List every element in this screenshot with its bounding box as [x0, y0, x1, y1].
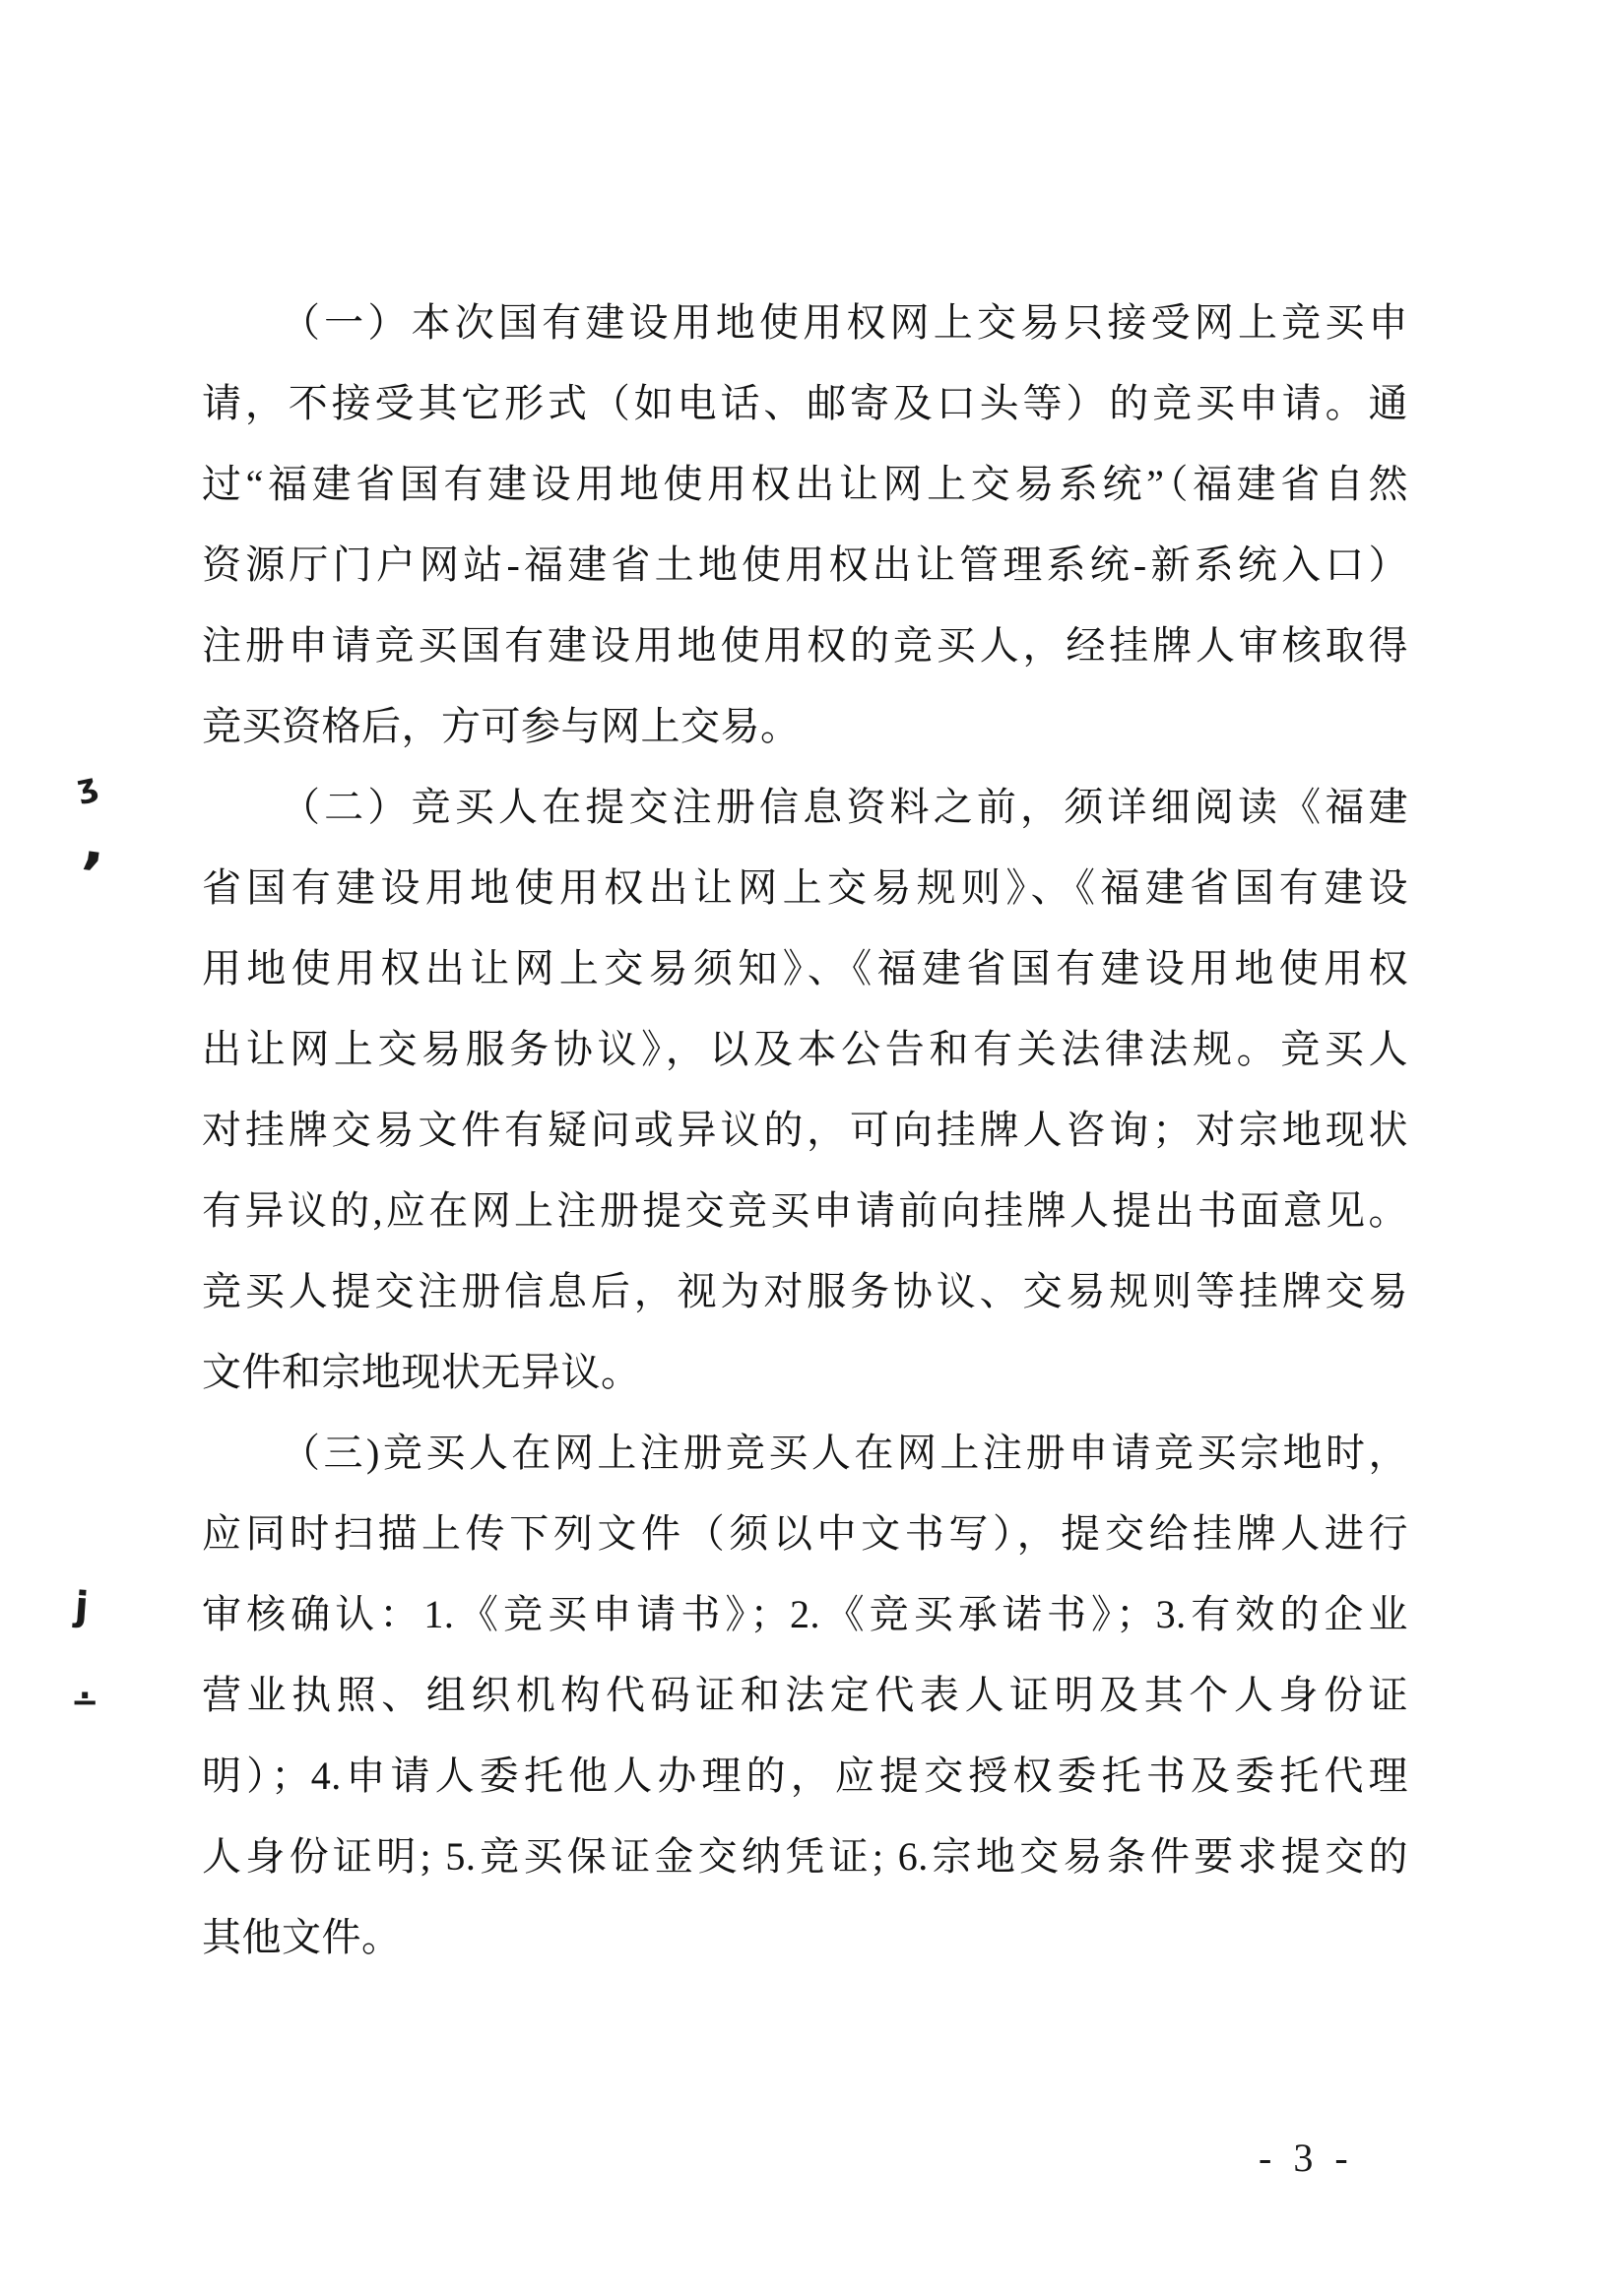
text-line: 应同时扫描上传下列文件（须以中文书写），提交给挂牌人进行 [202, 1511, 1408, 1556]
text-line: 用地使用权出让网上交易须知》、《福建省国有建设用地使用权 [202, 946, 1408, 990]
ink-mark: ’ [74, 837, 107, 913]
text-line: 过“福建省国有建设用地使用权出让网上交易系统”（福建省自然 [202, 462, 1408, 506]
text-line: 明）；4.申请人委托他人办理的，应提交授权委托书及委托代理 [202, 1754, 1408, 1798]
text-line: 营业执照、组织机构代码证和法定代表人证明及其个人身份证 [202, 1673, 1408, 1717]
text-line: 省国有建设用地使用权出让网上交易规则》、《福建省国有建设 [202, 865, 1408, 910]
ink-mark: j [73, 1583, 91, 1630]
text-line: 出让网上交易服务协议》，以及本公告和有关法律法规。竞买人 [202, 1027, 1408, 1071]
text-line: （二）竞买人在提交注册信息资料之前，须详细阅读《福建 [281, 785, 1408, 829]
text-line: （一）本次国有建设用地使用权网上交易只接受网上竞买申 [281, 300, 1408, 345]
text-line: 文件和宗地现状无异议。 [202, 1350, 641, 1394]
text-line: 竞买人提交注册信息后，视为对服务协议、交易规则等挂牌交易 [202, 1269, 1408, 1313]
text-line: 对挂牌交易文件有疑问或异议的，可向挂牌人咨询；对宗地现状 [202, 1108, 1408, 1152]
text-line: 有异议的,应在网上注册提交竞买申请前向挂牌人提出书面意见。 [202, 1188, 1408, 1233]
text-line: 人身份证明; 5.竞买保证金交纳凭证; 6.宗地交易条件要求提交的 [202, 1834, 1408, 1879]
text-line: 竞买资格后，方可参与网上交易。 [202, 704, 801, 748]
text-line: 请，不接受其它形式（如电话、邮寄及口头等）的竞买申请。通 [202, 381, 1408, 425]
document-body [202, 283, 1408, 1978]
ink-mark: ∸ [71, 1683, 99, 1722]
text-line: 资源厅门户网站-福建省土地使用权出让管理系统-新系统入口） [202, 542, 1408, 587]
ink-mark: ʒ [73, 765, 101, 806]
text-line: 注册申请竞买国有建设用地使用权的竞买人，经挂牌人审核取得 [202, 623, 1408, 668]
text-line: 审核确认：1.《竞买申请书》；2.《竞买承诺书》；3.有效的企业 [202, 1592, 1408, 1636]
text-line: 其他文件。 [202, 1915, 402, 1959]
text-line: （三)竞买人在网上注册竞买人在网上注册申请竞买宗地时， [281, 1431, 1408, 1475]
page-number: - 3 - [1259, 2136, 1354, 2180]
